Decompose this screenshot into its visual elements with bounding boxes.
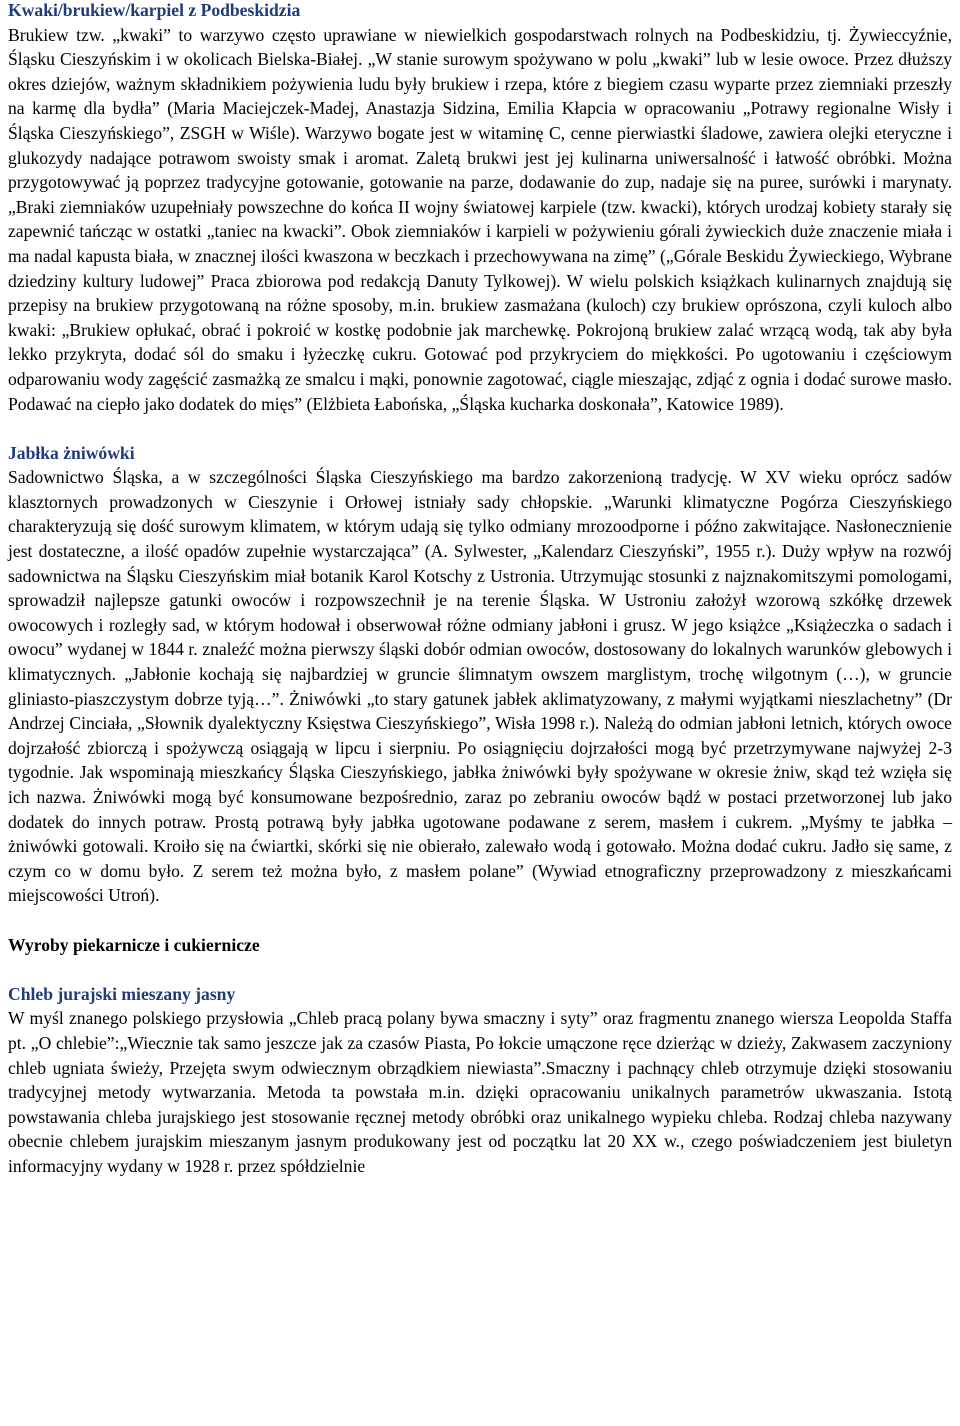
spacer bbox=[8, 416, 952, 441]
section-title-chleb: Chleb jurajski mieszany jasny bbox=[8, 983, 236, 1004]
section-title-wyroby: Wyroby piekarnicze i cukiernicze bbox=[8, 934, 260, 955]
spacer bbox=[8, 957, 952, 982]
section-paragraph-jablka: Sadownictwo Śląska, a w szczególności Śląska Cieszyńskiego ma bardzo zakorzenioną tradycję. W XV wieku oprócz sadów klasztornych prowadzonych w Cieszynie i Orłowej istniały sady chłopskie. „Warunki klimatyczne Pogórza Cieszyńskiego charakteryzują się dość surowym klimatem, w którym udają się tylko odmiany mrozoodporne i późno zakwitające. Nasłonecznienie jest dostateczne, a ilość opadów zupełnie wystarczająca” (A. Sylwester, „Kalendarz Cieszyński”, 1955 r.). Duży wpływ na rozwój sadownictwa na Śląsku Cieszyńskim miał botanik Karol Kotschy z Ustronia. Utrzymując stosunki z najznakomitszymi pomologami, sprowadził najlepsze gatunki owoców i rozpowszechnił je na terenie Śląska. W Ustroniu założył wzorową szkółkę drzewek owocowych i rozległy sad, w którym hodował i obserwował różne odmiany jabłoni i grusz. W jego książce „Książeczka o sadach i owocu” wydanej w 1844 r. znaleźć można pierwszy śląski dobór odmian owoców, dostosowany do lokalnych warunków glebowych i klimatycznych. „Jabłonie kochają się najbardziej w gruncie ślimnatym owszem marglistym, trochę wilgotnym (…), w gruncie gliniasto-piaszczystym dobrze tyją…”. Żniwówki „to stary gatunek jabłek aklimatyzowany, z małymi wyjątkami nieszlachetny” (Dr Andrzej Cinciała, „Słownik dyalektyczny Księstwa Cieszyńskiego”, Wisła 1998 r.). Należą do odmian jabłoni letnich, których owoce dojrzałość zbiorczą i spożywczą osiągają w lipcu i sierpniu. Po osiągnięciu dojrzałości mogą być przetrzymywane najwyżej 2-3 tygodnie. Jak wspominają mieszkańcy Śląska Cieszyńskiego, jabłka żniwówki były spożywane w okresie żniw, skąd też wzięła się ich nazwa. Żniwówki mogą być konsumowane bezpośrednio, zaraz po zebraniu owoców bądź w postaci przetworzonej lub jako dodatek do innych potraw. Prostą potrawą były jabłka ugotowane podawane z serem, masłem i cukrem. „Myśmy te jabłka – żniwówki gotowali. Kroiło się na ćwiartki, skórki się nie obierało, zalewało wodą i gotowało. Można dodać cukru. Jadło się same, z czym co w domu było. Z serem też można było, z masłem polane” (Wywiad etnograficzny przeprowadzony z mieszkańcami miejscowości Utroń). bbox=[8, 467, 952, 906]
section-title-jablka: Jabłka żniwówki bbox=[8, 442, 135, 463]
section-title-kwaki: Kwaki/brukiew/karpiel z Podbeskidzia bbox=[8, 0, 301, 20]
section-paragraph-chleb: W myśl znanego polskiego przysłowia „Chleb pracą polany bywa smaczny i syty” oraz fragmentu znanego wiersza Leopolda Staffa pt. „O chlebie”:„Wiecznie tak samo jeszcze jak za czasów Piasta, Po łokcie umączone ręce dzierżąc w dzieży, Zakwasem zaczyniony chleb ugniata świeży, Przejęta swym odwiecznym obrządkiem niewiasta”.Smaczny i pachnący chleb otrzymuje dzięki stosowaniu tradycyjnej metody wytwarzania. Metoda ta powstała m.in. dzięki opracowaniu unikalnych parametrów ukwaszania. Istotą powstawania chleba jurajskiego jest stosowanie ręcznej metody obróbki oraz unikalnego wypieku chleba. Rodzaj chleba nazywany obecnie chlebem jurajskim mieszanym jasnym produkowany jest od początku lat 20 XX w., czego poświadczeniem jest biuletyn informacyjny wydany w 1928 r. przez spółdzielnie bbox=[8, 1008, 952, 1176]
section-paragraph-kwaki: Brukiew tzw. „kwaki” to warzywo często uprawiane w niewielkich gospodarstwach rolnych na Podbeskidziu, tj. Żywieccyźnie, Śląsku Cieszyńskim i w okolicach Bielska-Białej. „W stanie surowym spożywano w polu „kwaki” lub w lesie owoce. Przez dłuższy okres dziejów, ważnym składnikiem pożywienia ludu były brukiew i rzepa, które z biegiem czasu wyparte przez ziemniaki przeszły na karmę dla bydła” (Maria Maciejczek-Madej, Anastazja Sidzina, Emilia Kłapcia w opracowaniu „Potrawy regionalne Wisły i Śląska Cieszyńskiego”, ZSGH w Wiśle). Warzywo bogate jest w witaminę C, cenne pierwiastki śladowe, zawiera olejki eteryczne i glukozydy nadające potrawom swoisty smak i aromat. Zaletą brukwi jest jej kulinarna uniwersalność i łatwość obróbki. Można przygotowywać ją poprzez tradycyjne gotowanie, gotowanie na parze, dodawanie do zup, nadaje się na puree, surówki i marynaty. „Braki ziemniaków uzupełniały powszechne do końca II wojny światowej karpiele (tzw. kwacki), których urodzaj kobiety starały się zapewnić tańcząc w ostatki „taniec na kwacki”. Obok ziemniaków i karpieli w pożywieniu górali żywieckich duże znaczenie miała i ma nadal kapusta biała, w znacznej ilości kwaszona w beczkach i przechowywana na zimę” („Górale Beskidu Żywieckiego, Wybrane dziedziny kultury ludowej” Praca zbiorowa pod redakcją Danuty Tylkowej). W wielu polskich książkach kulinarnych znajdują się przepisy na brukiew przygotowaną na różne sposoby, m.in. brukiew zasmażana (kuloch) czy brukiew oprószona, czyli kuloch albo kwaki: „Brukiew opłukać, obrać i pokroić w kostkę podobnie jak marchewkę. Pokrojoną brukiew zalać wrzącą wodą, tak aby była lekko przykryta, dodać sól do smaku i łyżeczkę cukru. Gotować pod przykryciem do miękkości. Po ugotowaniu i częściowym odparowaniu wody zagęścić zasmażką ze smalcu i mąki, ponownie zagotować, ciągle mieszając, zdjąć z ognia i dodać surowe masło. Podawać na ciepło jako dodatek do mięs” (Elżbieta Łabońska, „Śląska kucharka doskonała”, Katowice 1989). bbox=[8, 24, 952, 414]
spacer bbox=[8, 908, 952, 933]
